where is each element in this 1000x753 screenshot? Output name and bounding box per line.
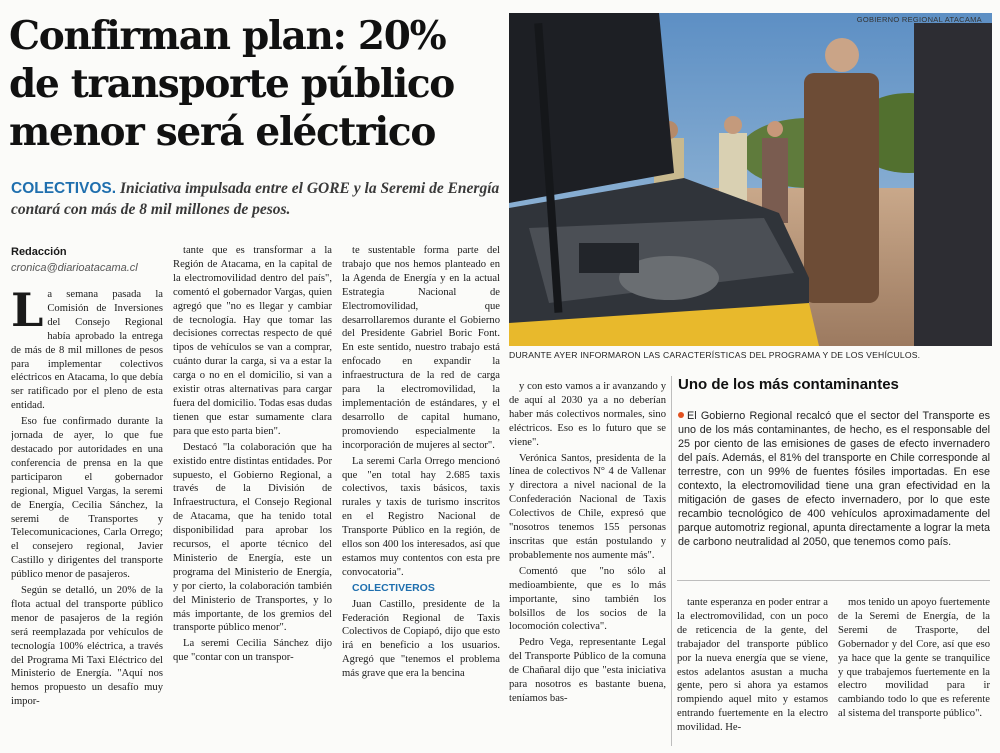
paragraph: y con esto vamos a ir avanzando y de aquí al 2030 ya a no deberían haber más colectivos normales, sino eléctricos. Eso es lo futuro que se viene". [509, 381, 666, 448]
paragraph: Pedro Vega, representante Legal del Transporte Público de la comuna de Chañaral dijo que "esta iniciativa para nosotros es bastante buena, teníamos bas- [509, 637, 666, 704]
article-column-1 [11, 288, 163, 750]
paragraph: Según se detalló, un 20% de la flota actual del transporte público menor de pasajeros de la región será reemplazada por vehículos de tecnología 100% eléctrica, a través del Programa Mi Taxi Eléctrico del Ministerio de Energía. "Aquí nos hemos propuesto un desafío muy impor- [11, 585, 163, 708]
paragraph: Verónica Santos, presidenta de la línea de colectivos N° 4 de Vallenar y directora a nivel nacional de la Confederación Nacional de Taxis Colectivos de Chile, expresó que "nosotros tenemos 155 personas inscritas que están postulando y probablemente nos aumente más". [509, 452, 666, 561]
paragraph: Juan Castillo, presidente de la Federación Regional de Taxis Colectivos de Copiapó, dijo que esto irá en beneficio a los usuarios. Agregó que "tenemos el problema más grave que era la bencina [342, 598, 500, 680]
paragraph-text: a semana pasada la Comisión de Inversiones del Consejo Regional había aprobado la entrega de más de 8 mil millones de pesos para implementar colectivos eléctricos en Atacama, lo que debía ser ratificado por el pleno de esta entidad. [11, 289, 163, 412]
author-email[interactable]: cronica@diarioatacama.cl [11, 262, 138, 274]
paragraph: Destacó "la colaboración que ha existido entre distintas entidades. Por supuesto, el Gobierno Regional, a través de la División de Infraestructura, el Consejo Regional de Atacama, que ha tenido total disponibilidad para aprobar los recursos, el aporte técnico del Ministerio de Energía, este un programa del Ministerio de Energía, y por cierto, la colaboración también del Ministerio de Transportes, y lo más importante, de los gremios del transporte público menor". [173, 441, 332, 634]
photo-caption: DURANTE AYER INFORMARON LAS CARACTERÍSTICAS DEL PROGRAMA Y DE LOS VEHÍCULOS. [509, 350, 921, 360]
drop-cap: L [11, 288, 44, 337]
photo-credit: GOBIERNO REGIONAL ATACAMA [856, 15, 982, 24]
column-rule [671, 376, 672, 746]
sidebar-rule-bottom [677, 580, 990, 581]
photo-illustration [509, 13, 992, 346]
paragraph: te sustentable forma parte del trabajo que nos hemos planteado en la Agenda de Energía y en la actual Estrategia Nacional de Electromovilidad, que desarrollaremos durante el Gobierno del Presidente Gabriel Boric Font. En este sentido, nuestro trabajo está enfocado en expandir la infraestructura de la red de carga para la electromovilidad, la implementación de estándares, y el desarrollo de capital humano, promoviendo especialmente la incorporación de mujeres al sector". [342, 245, 500, 451]
sidebar-text: El Gobierno Regional recalcó que el sector del Transporte es uno de los más contaminantes, de hecho, es el responsable del 25 por ciento de las emisiones de gases de efecto invernadero del país. Además, el 81% del transporte en Chile corresponde al terrestre, con un 99% de fuentes fósiles importadas. En ese contexto, la electromovilidad tiene una gran efectividad en la mitigación de gases de efecto invernadero, por lo que este recambio tecnológico de 400 vehículos aproximadamente del parque automotriz regional, apunta directamente a lograr la meta de carbono neutralidad al 2050, que tenemos como país. [678, 410, 990, 548]
article-column-6 [838, 596, 990, 750]
paragraph [11, 288, 163, 413]
article-column-4 [509, 380, 666, 750]
paragraph: tante esperanza en poder entrar a la electromovilidad, con un poco de reticencia de la gente, del trabajador del transporte público por la nueva energía que se viene, estos adelantos asustan a mucha gente, pero si ahora ya estamos rompiendo aquel mito y estamos entrando fuertemente en la electro movilidad. He- [677, 597, 828, 734]
headline: Confirman plan: 20% de transporte público menor será eléctrico [9, 13, 455, 155]
paragraph: La seremi Carla Orrego mencionó que "en total hay 2.685 taxis colectivos, taxis básicos, taxis rurales y taxis de turismo inscritos en el Registro Nacional de Transporte Público en la región, de ellos son 400 los interesados, así que estamos muy contentos con esta pre convocatoria". [342, 455, 500, 578]
byline [11, 244, 171, 276]
paragraph: tante que es transformar a la Región de Atacama, en la capital de la electromovilidad dentro del país", comentó el gobernador Vargas, quien agregó que "no es llegar y cambiar de tecnología. Hay que tomar las decisiones correctas respecto de qué tipos de vehículos se van a comprar, cuánto durar la carga, si va a estar la carga o no en el domicilio, si van a existir otras alternativas para cargar fuera del domicilio. Todas esas dudas tienen que estar sumamente clara para que esto parta bien". [173, 245, 332, 437]
paragraph: Eso fue confirmado durante la jornada de ayer, lo que fue destacado por autoridades en una conferencia de prensa en la que participaron el gobernador regional, Miguel Vargas, la seremi de Energía, Cecilia Sánchez, la seremi de Transportes y Telecomunicaciones, Carla Orrego; el consejero regional, Javier Castillo y dirigentes del transporte público menor de pasajeros. [11, 416, 163, 581]
subhead-colectiveros: COLECTIVEROS [352, 581, 435, 594]
sidebar-title: Uno de los más contaminantes [678, 376, 899, 393]
paragraph: mos tenido un apoyo fuertemente de la Seremi de Energía, de la Seremi de Trasporte, del Gobernador y del Core, así que eso ya hace que la gente se tranquilice y que trabajemos fuertemente en la electro movilidad para ir cambiando todo lo que es referente al sistema del transporte público". [838, 597, 990, 720]
article-column-3 [342, 244, 500, 750]
article-column-5 [677, 596, 828, 750]
news-photo [509, 13, 992, 346]
sidebar-body [678, 409, 990, 549]
paragraph: La seremi Cecilia Sánchez dijo que "contar con un transpor- [173, 638, 332, 664]
paragraph: Comentó que "no sólo al medioambiente, que es lo más importante, sino también los bolsillos de los socios de la locomoción colectiva". [509, 565, 666, 633]
article-column-2 [173, 244, 332, 750]
kicker: COLECTIVOS. [11, 180, 117, 197]
article-dek [11, 178, 501, 220]
bullet-icon [678, 412, 684, 418]
dek-text: Iniciativa impulsada entre el GORE y la Seremi de Energía contará con más de 8 mil millones de pesos. [11, 180, 500, 218]
author: Redacción [11, 246, 67, 258]
